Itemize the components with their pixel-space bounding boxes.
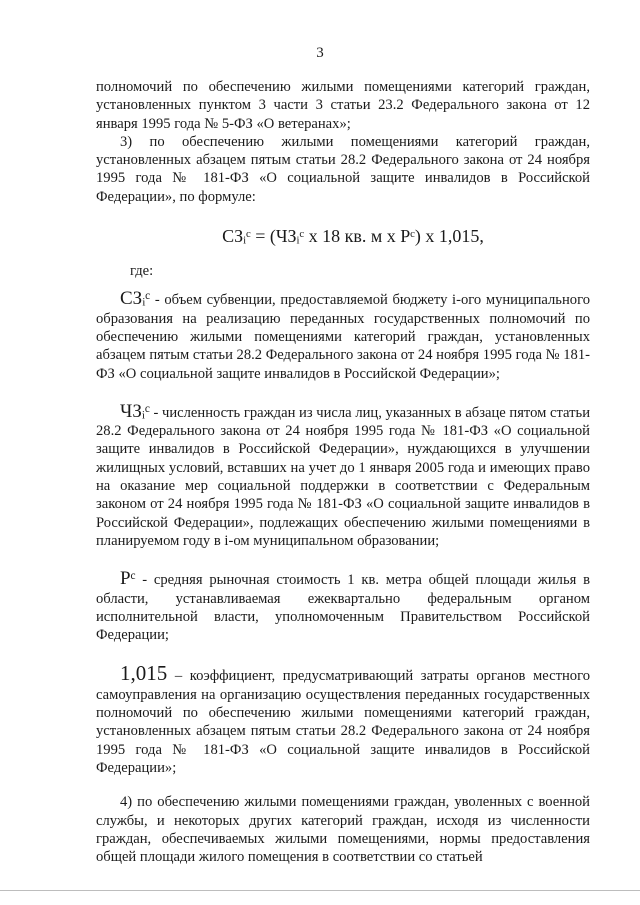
page-bottom-edge	[0, 890, 640, 891]
paragraph-item-4: 4) по обеспечению жилыми помещениями граждан, уволенных с военной службы, и некоторых других категорий граждан, исходя из численности граждан, обеспечиваемых жилыми помещениями, нормы предоставления общей площади жилого помещения в соответствии со статьей	[96, 794, 590, 866]
definition-r-text: - средняя рыночная стоимость 1 кв. метра общей площади жилья в области, устанавливаемая ежеквартально федеральным органом исполнительной власти, уполномоченным Правительством Российской Федерации;	[96, 572, 590, 644]
definition-sz-text: - объем субвенции, предоставляемой бюджету i-ого муниципального образования на реализацию переданных государственных полномочий по обеспечению жилыми помещениями категорий граждан, установленных абзацем пятым статьи 28.2 Федерального закона от 24 ноября 1995 года № 181-ФЗ «О социальной защите инвалидов в Российской Федерации»;	[96, 292, 590, 382]
definition-r-symbol: Рᶜ	[120, 568, 136, 590]
where-label: где:	[130, 263, 154, 280]
definition-chz-text: - численность граждан из числа лиц, указанных в абзаце пятом статьи 28.2 Федерального закона от 24 ноября 1995 года № 181-ФЗ «О социальной защите инвалидов в Российской Федерации», нуждающихся в улучшении жилищных условий, вставших на учет до 1 января 2005 года и имеющих право на оказание мер социальной поддержки в соответствии с Федеральным законом от 24 ноября 1995 года № 181-ФЗ «О социальной защите инвалидов в Российской Федерации», подлежащих обеспечению жилыми помещениями в планируемом году в i-ом муниципальном образовании;	[96, 404, 590, 549]
document-body	[96, 78, 590, 866]
definition-chz-symbol: ЧЗᵢᶜ	[120, 400, 150, 422]
page-number: 3	[316, 45, 324, 61]
definition-sz-symbol: СЗᵢᶜ	[120, 288, 151, 310]
definition-coefficient-text: – коэффициент, предусматривающий затраты органов местного самоуправления на организацию осуществления переданных государственных полномочий по обеспечению жилыми помещениями категорий граждан, установленных абзацем пятым статьи 28.2 Федерального закона от 24 ноября 1995 года № 181-ФЗ «О социальной защите инвалидов в Российской Федерации»;	[96, 668, 590, 776]
definition-chz	[96, 400, 590, 550]
definition-r	[96, 570, 590, 644]
paragraph-continuation: полномочий по обеспечению жилыми помещениями категорий граждан, установленных пунктом 3 части 3 статьи 23.2 Федерального закона от 12 января 1995 года № 5-ФЗ «О ветеранах»;	[96, 79, 590, 132]
definition-sz	[96, 290, 590, 382]
definition-coefficient-symbol: 1,015	[120, 661, 168, 686]
definition-coefficient	[96, 661, 590, 777]
paragraph-item-3: 3) по обеспечению жилыми помещениями категорий граждан, установленных абзацем пятым статьи 28.2 Федерального закона от 24 ноября 1995 года № 181-ФЗ «О социальной защите инвалидов в Российской Федерации», по формуле:	[96, 133, 590, 205]
formula: СЗᵢᶜ = (ЧЗᵢᶜ х 18 кв. м х Рᶜ) х 1,015,	[222, 226, 484, 247]
